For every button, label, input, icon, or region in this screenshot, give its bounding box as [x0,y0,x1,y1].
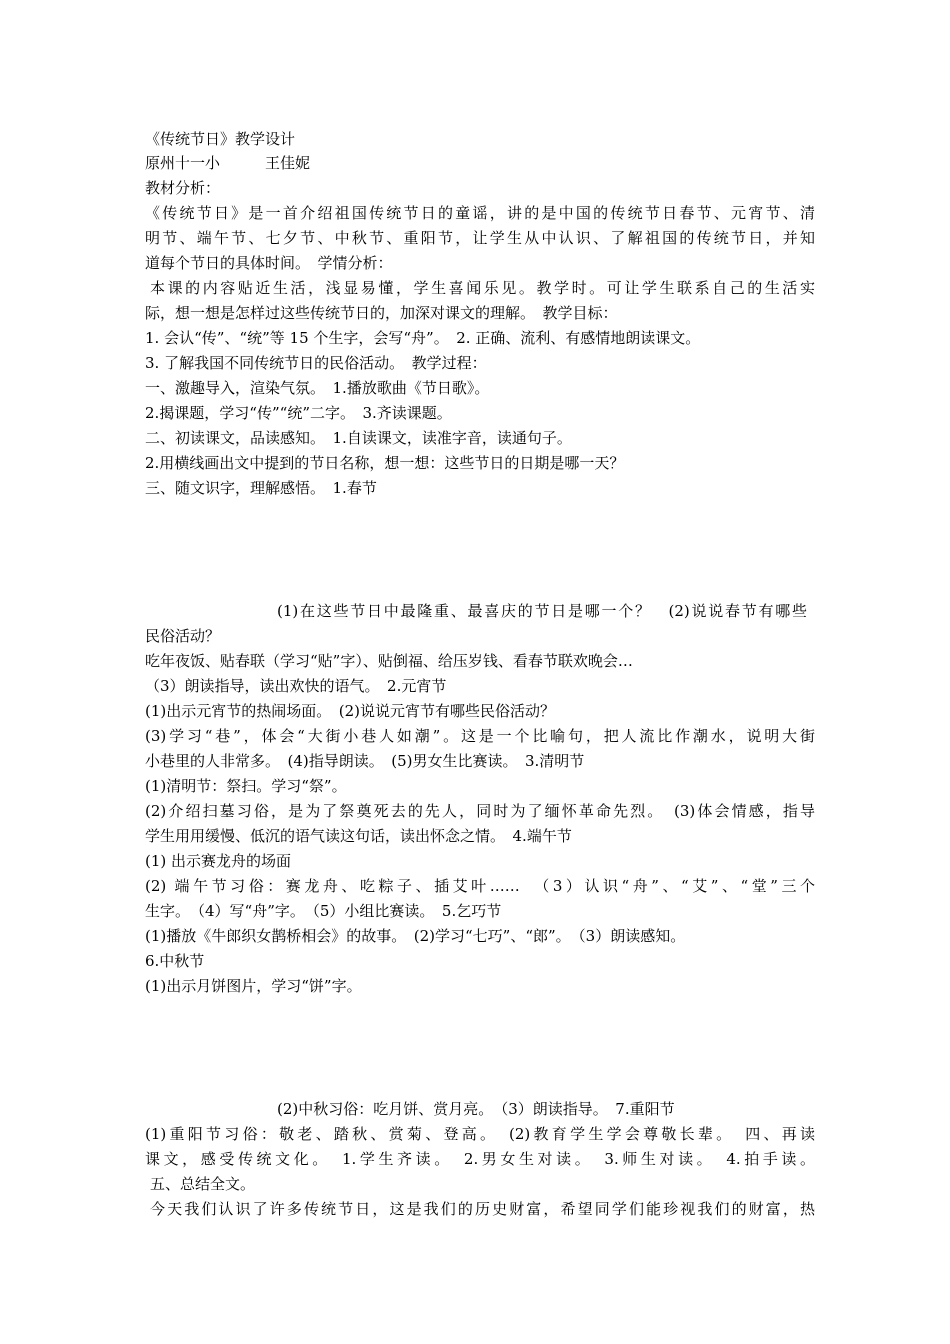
author-line: 原州十一小 王佳妮 [145,154,311,172]
text-line: 3. 了解我国不同传统节日的民俗活动。 教学过程： [145,354,487,372]
text-line: 民俗活动？ [145,627,221,645]
text-line: 一、激趣导入，渲染气氛。 1.播放歌曲《节日歌》。 [145,379,490,397]
text-line: 本课的内容贴近生活，浅显易懂，学生喜闻乐见。教学时。可让学生联系自己的生活实 [150,279,815,297]
text-line: 1. 会认“传”、“统”等 15 个生字，会写“舟”。 2. 正确、流利、有感情地朗读课文。 [145,329,701,347]
text-line: (1)清明节：祭扫。学习“祭”。 [145,777,347,795]
text-line: 小巷里的人非常多。 (4)指导朗读。 (5)男女生比赛读。 3.清明节 [145,752,585,770]
text-line: 学生用用缓慢、低沉的语气读这句话，读出怀念之情。 4.端午节 [145,827,572,845]
text-line: (3)学习“巷”，体会“大街小巷人如潮”。这是一个比喻句，把人流比作潮水，说明大街 [145,727,815,745]
text-line: 五、总结全文。 [150,1175,256,1193]
text-line: (1) 出示赛龙舟的场面 [145,852,292,870]
text-line: 《传统节日》是一首介绍祖国传统节日的童谣，讲的是中国的传统节日春节、元宵节、清 [145,204,815,222]
text-line: 明节、端午节、七夕节、中秋节、重阳节，让学生从中认识、了解祖国的传统节日，并知 [145,229,815,247]
text-line: 生字。 （4）写“舟”字。 （5）小组比赛读。 5.乞巧节 [145,902,502,920]
text-line: (2) 端午节习俗：赛龙舟、吃粽子、插艾叶…… （3）认识“舟”、“艾”、“堂”三个 [145,877,815,895]
text-line: 课文，感受传统文化。 1.学生齐读。 2.男女生对读。 3.师生对读。 4.拍手读。 [145,1150,815,1168]
text-line: 三、随文识字，理解感悟。 1.春节 [145,479,377,497]
document-title: 《传统节日》教学设计 [145,130,296,148]
text-line: (1)播放《牛郎织女鹊桥相会》的故事。 (2)学习“七巧”、“郎”。 （3）朗读感知。 [145,927,686,945]
text-line: 际，想一想是怎样过这些传统节日的，加深对课文的理解。 教学目标： [145,304,618,322]
text-line: (2)中秋习俗：吃月饼、赏月亮。 （3）朗读指导。 7.重阳节 [277,1100,675,1118]
text-line: （3）朗读指导，读出欢快的语气。 2.元宵节 [145,677,447,695]
text-line: (2)介绍扫墓习俗，是为了祭奠死去的先人，同时为了缅怀革命先烈。 (3)体会情感，指导 [145,802,815,820]
text-line: 6.中秋节 [145,952,205,970]
text-line: 2.揭课题，学习“传”“统”二字。 3.齐读课题。 [145,404,452,422]
text-line: (1)出示月饼图片，学习“饼”字。 [145,977,362,995]
text-line: 二、初读课文，品读感知。 1.自读课文，读准字音，读通句子。 [145,429,572,447]
text-line: 2.用横线画出文中提到的节日名称，想一想：这些节日的日期是哪一天？ [145,454,625,472]
text-line: (1)在这些节日中最隆重、最喜庆的节日是哪一个？ (2)说说春节有哪些 [277,602,807,620]
text-line: (1)出示元宵节的热闹场面。 (2)说说元宵节有哪些民俗活动？ [145,702,555,720]
text-line: (1)重阳节习俗：敬老、踏秋、赏菊、登高。 (2)教育学生学会尊敬长辈。 四、再读 [145,1125,815,1143]
text-line: 教材分析： [145,179,221,197]
text-line: 道每个节日的具体时间。 学情分析： [145,254,393,272]
text-line: 今天我们认识了许多传统节日，这是我们的历史财富，希望同学们能珍视我们的财富，热 [150,1200,815,1218]
text-line: 吃年夜饭、贴春联（学习“贴”字）、贴倒福、给压岁钱、看春节联欢晚会… [145,652,633,670]
